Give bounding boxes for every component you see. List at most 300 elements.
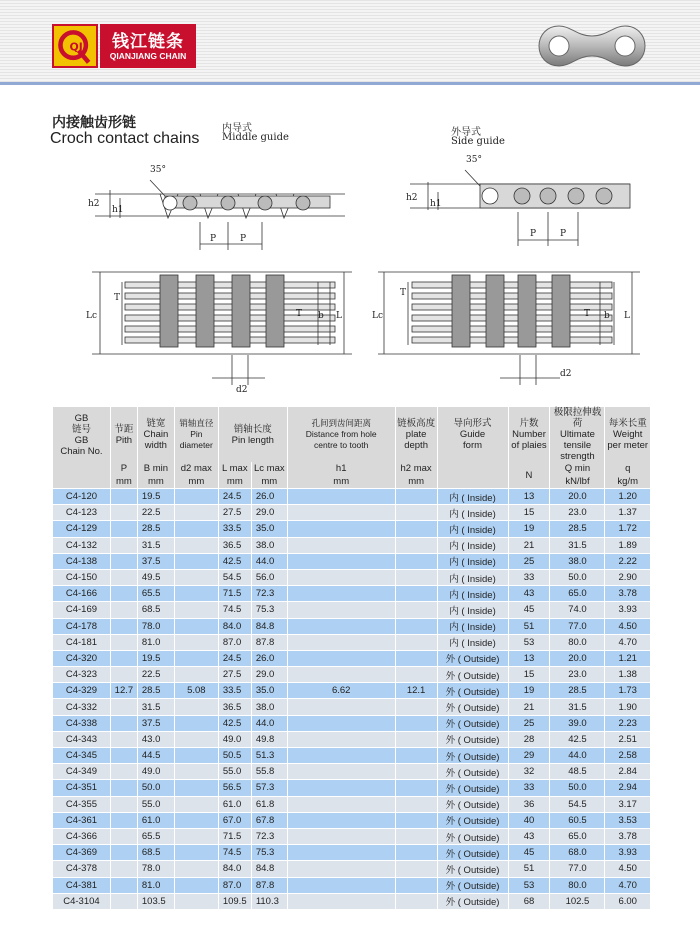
svg-text:QJ: QJ bbox=[69, 40, 83, 54]
cell-pin-length-max: 87.0 bbox=[218, 877, 251, 893]
col-lcmax-symbol: Lc max bbox=[251, 462, 287, 475]
cell-chain-no: C4-169 bbox=[53, 602, 111, 618]
cell-chain-no: C4-150 bbox=[53, 569, 111, 585]
table-row bbox=[53, 586, 651, 602]
cell-pin-length-lc-max: 56.0 bbox=[251, 569, 287, 585]
cell-pin-diameter bbox=[174, 586, 218, 602]
cell-pin-length-lc-max: 38.0 bbox=[251, 699, 287, 715]
cell-pin-diameter bbox=[174, 521, 218, 537]
cell-hole-distance bbox=[287, 731, 395, 747]
cell-pin-length-max: 24.5 bbox=[218, 650, 251, 666]
cell-plate-depth bbox=[395, 748, 437, 764]
cell-weight-per-meter: 2.94 bbox=[605, 780, 650, 796]
cell-guide-form: 外 ( Outside) bbox=[437, 715, 508, 731]
cell-guide-form: 外 ( Outside) bbox=[437, 812, 508, 828]
col-guide-header: 导向形式 Guide form bbox=[437, 407, 508, 462]
table-row bbox=[53, 505, 651, 521]
cell-chain-no: C4-320 bbox=[53, 650, 111, 666]
middle-guide-label-cn: 内导式 bbox=[222, 123, 252, 134]
cell-pin-diameter bbox=[174, 505, 218, 521]
col-weight-symbol: q bbox=[605, 462, 650, 475]
cell-guide-form: 内 ( Inside) bbox=[437, 537, 508, 553]
cell-chain-width: 31.5 bbox=[137, 537, 174, 553]
cell-hole-distance bbox=[287, 586, 395, 602]
chain-link-icon bbox=[537, 22, 647, 70]
cell-pin-diameter bbox=[174, 764, 218, 780]
cell-pin-length-lc-max: 51.3 bbox=[251, 748, 287, 764]
cell-weight-per-meter: 2.23 bbox=[605, 715, 650, 731]
cell-chain-no: C4-355 bbox=[53, 796, 111, 812]
table-row bbox=[53, 667, 651, 683]
cell-plate-depth bbox=[395, 893, 437, 909]
cell-weight-per-meter: 3.93 bbox=[605, 602, 650, 618]
cell-pin-length-lc-max: 87.8 bbox=[251, 877, 287, 893]
brand-name-cn: 钱江链条 bbox=[112, 32, 184, 52]
cell-weight-per-meter: 4.50 bbox=[605, 861, 650, 877]
cell-chain-width: 68.5 bbox=[137, 845, 174, 861]
cell-pin-length-max: 36.5 bbox=[218, 699, 251, 715]
cell-pitch bbox=[110, 667, 137, 683]
cell-plate-depth bbox=[395, 618, 437, 634]
cell-tensile-strength: 42.5 bbox=[550, 731, 605, 747]
table-row bbox=[53, 715, 651, 731]
cell-pin-length-max: 74.5 bbox=[218, 602, 251, 618]
cell-weight-per-meter: 3.78 bbox=[605, 586, 650, 602]
cell-pin-length-lc-max: 61.8 bbox=[251, 796, 287, 812]
cell-tensile-strength: 23.0 bbox=[550, 505, 605, 521]
cell-plate-count: 28 bbox=[508, 731, 550, 747]
col-plates-symbol: N bbox=[508, 462, 550, 489]
cell-plate-depth bbox=[395, 667, 437, 683]
cell-tensile-strength: 38.0 bbox=[550, 553, 605, 569]
cell-plate-depth bbox=[395, 699, 437, 715]
cell-plate-count: 15 bbox=[508, 667, 550, 683]
cell-pitch bbox=[110, 812, 137, 828]
cell-plate-count: 45 bbox=[508, 845, 550, 861]
cell-chain-width: 37.5 bbox=[137, 715, 174, 731]
cell-weight-per-meter: 1.89 bbox=[605, 537, 650, 553]
cell-weight-per-meter: 1.21 bbox=[605, 650, 650, 666]
cell-pitch bbox=[110, 489, 137, 505]
col-plates-header: 片数 Number of plaies bbox=[508, 407, 550, 462]
cell-pitch bbox=[110, 553, 137, 569]
table-row bbox=[53, 521, 651, 537]
cell-pin-diameter bbox=[174, 780, 218, 796]
cell-pitch bbox=[110, 505, 137, 521]
cell-pitch bbox=[110, 828, 137, 844]
cell-pin-length-lc-max: 84.8 bbox=[251, 861, 287, 877]
cell-hole-distance bbox=[287, 650, 395, 666]
cell-plate-count: 19 bbox=[508, 683, 550, 699]
cell-pin-length-max: 61.0 bbox=[218, 796, 251, 812]
cell-chain-width: 19.5 bbox=[137, 489, 174, 505]
col-lmax-symbol: L max bbox=[218, 462, 251, 475]
cell-pin-length-max: 24.5 bbox=[218, 489, 251, 505]
cell-pin-diameter bbox=[174, 699, 218, 715]
cell-pitch bbox=[110, 796, 137, 812]
cell-pin-diameter bbox=[174, 489, 218, 505]
cell-plate-depth bbox=[395, 764, 437, 780]
cell-plate-depth bbox=[395, 715, 437, 731]
cell-chain-no: C4-132 bbox=[53, 537, 111, 553]
p-label: P bbox=[560, 229, 567, 239]
col-pin-len-header: 销轴长度 Pin length bbox=[218, 407, 287, 462]
logo-mark-icon bbox=[54, 26, 96, 66]
cell-pin-length-lc-max: 55.8 bbox=[251, 764, 287, 780]
cell-chain-width: 28.5 bbox=[137, 521, 174, 537]
cell-guide-form: 外 ( Outside) bbox=[437, 861, 508, 877]
col-hole-unit: mm bbox=[287, 475, 395, 489]
cell-plate-depth bbox=[395, 505, 437, 521]
cell-pin-length-max: 87.0 bbox=[218, 634, 251, 650]
cell-pin-length-lc-max: 38.0 bbox=[251, 537, 287, 553]
header-divider bbox=[0, 82, 700, 85]
cell-pin-diameter bbox=[174, 667, 218, 683]
cell-tensile-strength: 65.0 bbox=[550, 828, 605, 844]
cell-weight-per-meter: 2.22 bbox=[605, 553, 650, 569]
cell-pin-length-max: 71.5 bbox=[218, 828, 251, 844]
table-row bbox=[53, 683, 651, 699]
cell-hole-distance bbox=[287, 796, 395, 812]
cell-weight-per-meter: 1.73 bbox=[605, 683, 650, 699]
cell-chain-no: C4-349 bbox=[53, 764, 111, 780]
h1-label: h1 bbox=[112, 205, 124, 215]
cell-pin-diameter bbox=[174, 537, 218, 553]
d2-label: d2 bbox=[560, 369, 572, 379]
cell-hole-distance bbox=[287, 699, 395, 715]
table-row bbox=[53, 845, 651, 861]
side-guide-top-view bbox=[378, 272, 640, 385]
cell-guide-form: 内 ( Inside) bbox=[437, 521, 508, 537]
cell-tensile-strength: 80.0 bbox=[550, 634, 605, 650]
cell-plate-depth bbox=[395, 877, 437, 893]
p-label: P bbox=[240, 234, 247, 244]
col-pin-dia-symbol: d2 max bbox=[174, 462, 218, 475]
col-lcmax-unit: mm bbox=[251, 475, 287, 489]
cell-plate-count: 43 bbox=[508, 586, 550, 602]
cell-chain-no: C4-3104 bbox=[53, 893, 111, 909]
cell-plate-depth bbox=[395, 650, 437, 666]
cell-tensile-strength: 60.5 bbox=[550, 812, 605, 828]
section-title-en: Croch contact chains bbox=[50, 130, 200, 147]
cell-plate-depth bbox=[395, 812, 437, 828]
cell-pin-diameter bbox=[174, 845, 218, 861]
cell-guide-form: 外 ( Outside) bbox=[437, 683, 508, 699]
cell-hole-distance bbox=[287, 845, 395, 861]
cell-chain-width: 49.0 bbox=[137, 764, 174, 780]
table-row bbox=[53, 489, 651, 505]
cell-tensile-strength: 102.5 bbox=[550, 893, 605, 909]
cell-hole-distance bbox=[287, 618, 395, 634]
angle-label: 35° bbox=[466, 155, 482, 165]
table-row bbox=[53, 764, 651, 780]
cell-hole-distance bbox=[287, 780, 395, 796]
col-width-header: 链宽 Chain width bbox=[137, 407, 174, 462]
table-row bbox=[53, 537, 651, 553]
cell-pitch bbox=[110, 748, 137, 764]
cell-plate-depth bbox=[395, 569, 437, 585]
cell-pitch bbox=[110, 699, 137, 715]
col-plate-depth-header: 链板高度 plate depth bbox=[395, 407, 437, 462]
cell-pin-diameter bbox=[174, 715, 218, 731]
col-hole-symbol: h1 bbox=[287, 462, 395, 475]
cell-guide-form: 外 ( Outside) bbox=[437, 764, 508, 780]
cell-hole-distance bbox=[287, 602, 395, 618]
cell-plate-depth bbox=[395, 731, 437, 747]
cell-pin-diameter bbox=[174, 618, 218, 634]
cell-plate-depth bbox=[395, 634, 437, 650]
cell-pin-length-lc-max: 26.0 bbox=[251, 489, 287, 505]
table-row bbox=[53, 602, 651, 618]
cell-hole-distance bbox=[287, 505, 395, 521]
cell-hole-distance bbox=[287, 764, 395, 780]
table-row bbox=[53, 731, 651, 747]
lc-label: Lc bbox=[86, 311, 98, 321]
cell-pitch bbox=[110, 537, 137, 553]
col-pin-dia-unit: mm bbox=[174, 475, 218, 489]
cell-weight-per-meter: 1.37 bbox=[605, 505, 650, 521]
cell-chain-no: C4-123 bbox=[53, 505, 111, 521]
cell-hole-distance bbox=[287, 861, 395, 877]
cell-pin-length-max: 84.0 bbox=[218, 861, 251, 877]
cell-tensile-strength: 80.0 bbox=[550, 877, 605, 893]
cell-chain-width: 103.5 bbox=[137, 893, 174, 909]
l-label: L bbox=[336, 311, 342, 321]
cell-pitch bbox=[110, 893, 137, 909]
cell-pin-length-lc-max: 67.8 bbox=[251, 812, 287, 828]
cell-tensile-strength: 20.0 bbox=[550, 650, 605, 666]
col-pitch-symbol: P bbox=[110, 462, 137, 475]
cell-chain-no: C4-166 bbox=[53, 586, 111, 602]
cell-pitch bbox=[110, 569, 137, 585]
cell-pitch bbox=[110, 764, 137, 780]
cell-chain-no: C4-329 bbox=[53, 683, 111, 699]
cell-chain-no: C4-178 bbox=[53, 618, 111, 634]
cell-weight-per-meter: 4.70 bbox=[605, 634, 650, 650]
cell-pin-length-lc-max: 44.0 bbox=[251, 715, 287, 731]
cell-weight-per-meter: 2.51 bbox=[605, 731, 650, 747]
table-row bbox=[53, 893, 651, 909]
cell-pitch bbox=[110, 861, 137, 877]
cell-weight-per-meter: 2.90 bbox=[605, 569, 650, 585]
cell-tensile-strength: 31.5 bbox=[550, 699, 605, 715]
cell-chain-no: C4-138 bbox=[53, 553, 111, 569]
cell-weight-per-meter: 3.78 bbox=[605, 828, 650, 844]
cell-pin-length-lc-max: 72.3 bbox=[251, 586, 287, 602]
cell-tensile-strength: 65.0 bbox=[550, 586, 605, 602]
cell-tensile-strength: 31.5 bbox=[550, 537, 605, 553]
cell-chain-no: C4-369 bbox=[53, 845, 111, 861]
cell-weight-per-meter: 1.72 bbox=[605, 521, 650, 537]
cell-pin-diameter: 5.08 bbox=[174, 683, 218, 699]
cell-guide-form: 内 ( Inside) bbox=[437, 602, 508, 618]
cell-weight-per-meter: 1.90 bbox=[605, 699, 650, 715]
cell-plate-count: 40 bbox=[508, 812, 550, 828]
cell-pitch bbox=[110, 602, 137, 618]
table-row bbox=[53, 748, 651, 764]
cell-chain-width: 19.5 bbox=[137, 650, 174, 666]
cell-plate-count: 51 bbox=[508, 861, 550, 877]
cell-pin-length-lc-max: 29.0 bbox=[251, 505, 287, 521]
col-plate-depth-unit: mm bbox=[395, 475, 437, 489]
cell-pin-diameter bbox=[174, 748, 218, 764]
cell-hole-distance bbox=[287, 634, 395, 650]
cell-tensile-strength: 39.0 bbox=[550, 715, 605, 731]
cell-tensile-strength: 50.0 bbox=[550, 569, 605, 585]
cell-pitch bbox=[110, 780, 137, 796]
cell-pin-length-lc-max: 35.0 bbox=[251, 683, 287, 699]
cell-weight-per-meter: 3.93 bbox=[605, 845, 650, 861]
b-label: b bbox=[604, 311, 610, 321]
cell-plate-count: 19 bbox=[508, 521, 550, 537]
cell-pin-length-max: 27.5 bbox=[218, 505, 251, 521]
cell-pin-length-max: 33.5 bbox=[218, 521, 251, 537]
col-weight-header: 每米长重 Weight per meter bbox=[605, 407, 650, 462]
cell-chain-no: C4-338 bbox=[53, 715, 111, 731]
spec-table bbox=[52, 407, 650, 909]
cell-guide-form: 内 ( Inside) bbox=[437, 505, 508, 521]
h1-label: h1 bbox=[430, 199, 442, 209]
cell-chain-no: C4-343 bbox=[53, 731, 111, 747]
cell-hole-distance bbox=[287, 877, 395, 893]
cell-chain-no: C4-366 bbox=[53, 828, 111, 844]
cell-guide-form: 外 ( Outside) bbox=[437, 650, 508, 666]
cell-chain-width: 78.0 bbox=[137, 618, 174, 634]
cell-plate-depth bbox=[395, 796, 437, 812]
cell-plate-depth bbox=[395, 602, 437, 618]
l-label: L bbox=[624, 311, 630, 321]
cell-plate-depth bbox=[395, 553, 437, 569]
cell-pitch bbox=[110, 618, 137, 634]
col-gb-header: GB 链号 GB Chain No. bbox=[53, 407, 111, 462]
cell-chain-width: 65.5 bbox=[137, 586, 174, 602]
cell-hole-distance bbox=[287, 748, 395, 764]
cell-plate-count: 15 bbox=[508, 505, 550, 521]
cell-guide-form: 内 ( Inside) bbox=[437, 569, 508, 585]
cell-tensile-strength: 48.5 bbox=[550, 764, 605, 780]
col-strength-header: 极限拉伸载荷 Ultimate tensile strength bbox=[550, 407, 605, 462]
cell-pin-diameter bbox=[174, 877, 218, 893]
cell-weight-per-meter: 1.20 bbox=[605, 489, 650, 505]
cell-pin-length-max: 42.5 bbox=[218, 715, 251, 731]
col-pitch-unit: mm bbox=[110, 475, 137, 489]
cell-tensile-strength: 50.0 bbox=[550, 780, 605, 796]
cell-plate-depth bbox=[395, 845, 437, 861]
cell-weight-per-meter: 3.17 bbox=[605, 796, 650, 812]
cell-chain-width: 81.0 bbox=[137, 877, 174, 893]
cell-pitch bbox=[110, 521, 137, 537]
cell-pin-length-lc-max: 110.3 bbox=[251, 893, 287, 909]
cell-plate-count: 21 bbox=[508, 699, 550, 715]
cell-hole-distance bbox=[287, 667, 395, 683]
cell-plate-depth bbox=[395, 780, 437, 796]
cell-chain-width: 22.5 bbox=[137, 667, 174, 683]
cell-chain-width: 22.5 bbox=[137, 505, 174, 521]
cell-plate-count: 32 bbox=[508, 764, 550, 780]
col-gb-unit bbox=[53, 475, 111, 489]
cell-plate-count: 13 bbox=[508, 650, 550, 666]
cell-chain-no: C4-378 bbox=[53, 861, 111, 877]
t-label: T bbox=[114, 293, 121, 303]
col-width-symbol: B min bbox=[137, 462, 174, 475]
cell-guide-form: 外 ( Outside) bbox=[437, 828, 508, 844]
cell-guide-form: 内 ( Inside) bbox=[437, 553, 508, 569]
cell-chain-width: 65.5 bbox=[137, 828, 174, 844]
d2-label: d2 bbox=[236, 385, 248, 395]
cell-chain-no: C4-361 bbox=[53, 812, 111, 828]
col-hole-header: 孔间到齿间距离 Distance from hole centre to tooth bbox=[287, 407, 395, 462]
cell-chain-width: 50.0 bbox=[137, 780, 174, 796]
cell-plate-depth bbox=[395, 828, 437, 844]
cell-pin-diameter bbox=[174, 861, 218, 877]
cell-guide-form: 外 ( Outside) bbox=[437, 748, 508, 764]
cell-plate-count: 33 bbox=[508, 569, 550, 585]
cell-tensile-strength: 77.0 bbox=[550, 861, 605, 877]
section-title-cn: 内接触齿形链 bbox=[52, 115, 136, 131]
cell-hole-distance bbox=[287, 715, 395, 731]
table-row bbox=[53, 796, 651, 812]
cell-chain-no: C4-323 bbox=[53, 667, 111, 683]
cell-pin-diameter bbox=[174, 731, 218, 747]
cell-tensile-strength: 28.5 bbox=[550, 521, 605, 537]
cell-weight-per-meter: 1.38 bbox=[605, 667, 650, 683]
cell-plate-count: 25 bbox=[508, 715, 550, 731]
cell-plate-count: 51 bbox=[508, 618, 550, 634]
cell-guide-form: 内 ( Inside) bbox=[437, 489, 508, 505]
col-pin-dia-header: 销轴直径 Pin diameter bbox=[174, 407, 218, 462]
cell-pin-length-max: 71.5 bbox=[218, 586, 251, 602]
cell-hole-distance bbox=[287, 489, 395, 505]
col-width-unit: mm bbox=[137, 475, 174, 489]
cell-pin-diameter bbox=[174, 569, 218, 585]
cell-pin-length-lc-max: 84.8 bbox=[251, 618, 287, 634]
cell-pitch bbox=[110, 586, 137, 602]
cell-pitch bbox=[110, 877, 137, 893]
h2-label: h2 bbox=[88, 199, 100, 209]
cell-guide-form: 外 ( Outside) bbox=[437, 877, 508, 893]
col-guide-symbol bbox=[437, 462, 508, 489]
table-row bbox=[53, 828, 651, 844]
cell-pin-length-lc-max: 75.3 bbox=[251, 845, 287, 861]
cell-pin-length-max: 49.0 bbox=[218, 731, 251, 747]
cell-pin-length-max: 56.5 bbox=[218, 780, 251, 796]
cell-pitch bbox=[110, 731, 137, 747]
cell-pin-length-lc-max: 49.8 bbox=[251, 731, 287, 747]
cell-guide-form: 外 ( Outside) bbox=[437, 699, 508, 715]
cell-plate-count: 13 bbox=[508, 489, 550, 505]
cell-tensile-strength: 68.0 bbox=[550, 845, 605, 861]
cell-pin-length-lc-max: 35.0 bbox=[251, 521, 287, 537]
t-label: T bbox=[584, 309, 591, 319]
cell-weight-per-meter: 2.84 bbox=[605, 764, 650, 780]
cell-hole-distance bbox=[287, 521, 395, 537]
cell-plate-count: 33 bbox=[508, 780, 550, 796]
cell-plate-count: 68 bbox=[508, 893, 550, 909]
cell-chain-no: C4-181 bbox=[53, 634, 111, 650]
cell-guide-form: 内 ( Inside) bbox=[437, 634, 508, 650]
cell-weight-per-meter: 6.00 bbox=[605, 893, 650, 909]
cell-guide-form: 内 ( Inside) bbox=[437, 618, 508, 634]
cell-pin-length-lc-max: 72.3 bbox=[251, 828, 287, 844]
cell-hole-distance bbox=[287, 812, 395, 828]
cell-plate-count: 21 bbox=[508, 537, 550, 553]
angle-label: 35° bbox=[150, 165, 166, 175]
cell-pin-length-max: 27.5 bbox=[218, 667, 251, 683]
cell-pin-length-lc-max: 29.0 bbox=[251, 667, 287, 683]
cell-hole-distance bbox=[287, 553, 395, 569]
cell-plate-depth bbox=[395, 537, 437, 553]
cell-tensile-strength: 74.0 bbox=[550, 602, 605, 618]
